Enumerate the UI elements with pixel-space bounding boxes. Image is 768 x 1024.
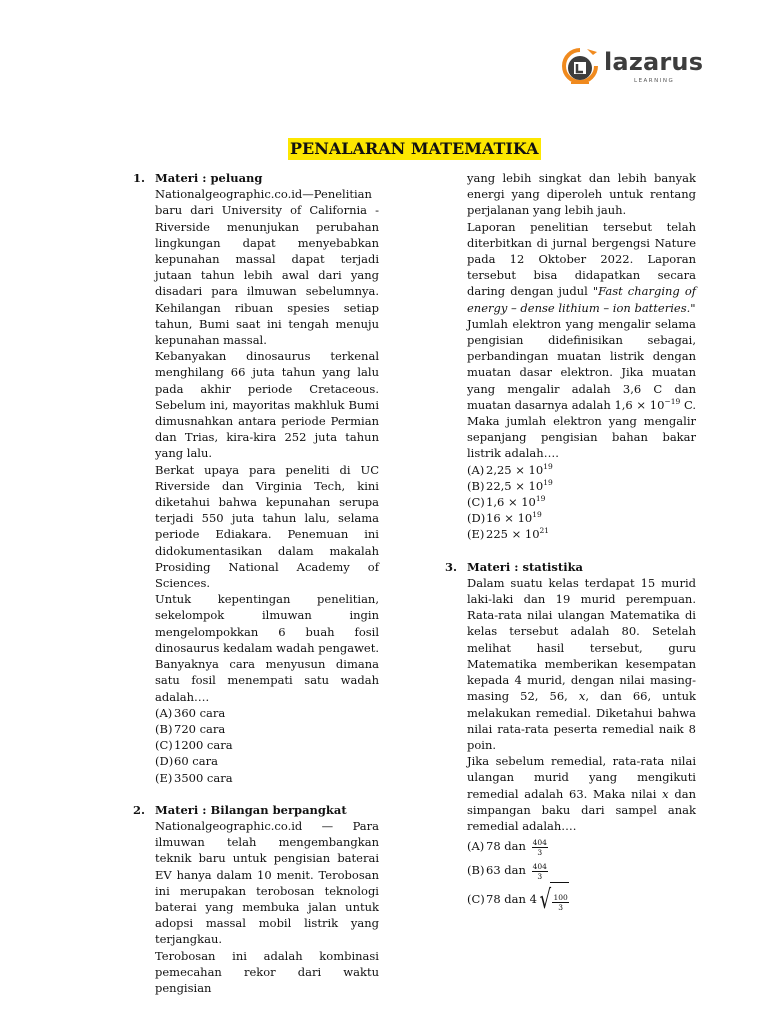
option-e[interactable] — [467, 526, 696, 542]
option-b[interactable] — [155, 721, 379, 737]
option-text: $2,25 \times 10^{19}$ — [486, 461, 553, 477]
paragraph: Untuk kepentingan penelitian, sekelompok ilmuwan ingin mengelompokkan 6 buah fosil dinosaurus kedalam wadah pengawet. Banyaknya cara menyusun dimana satu fosil menempati satu wadah adalah…. — [155, 592, 379, 704]
question-number: 2. — [133, 802, 146, 817]
option-label: (C) — [467, 495, 485, 510]
paragraph: Nationalgeographic.co.id — Para ilmuwan telah mengembangkan teknik baru untuk pengisian baterai EV hanya dalam 10 menit. Terobosan ini merupakan terobosan teknologi baterai yang membuka jalan untuk adopsi massal mobil listrik yang terjangkau. — [155, 818, 379, 947]
option-label: (C) — [155, 738, 173, 753]
option-text: 63 dan $\frac{404}{3}$ — [486, 861, 547, 881]
question-2-body — [155, 818, 379, 996]
option-b[interactable] — [467, 478, 696, 494]
charge-value: $1,6 \times 10^{-19}$ — [614, 396, 681, 412]
variable-x: x — [578, 689, 586, 704]
paragraph: Jika sebelum remedial, rata-rata nilai ulangan murid yang mengikuti remedial adalah 63. Maka nilai x dan simpangan baku dari sampel anak remedial adalah…. — [467, 754, 697, 833]
paragraph: Nationalgeographic.co.id—Penelitian baru dari University of California - Riverside menunjukan perubahan lingkungan dapat menyebabkan kepunahan massal dapat terjadi jutaan tahun lebih awal dari yang disadari para ilmuwan sebelumnya. Kehilangan ribuan spesies setiap tahun, Bumi saat ini tengah menuju kepunahan massal. — [155, 187, 379, 348]
fraction: $\frac{404}{3}$ — [532, 837, 547, 857]
option-label: (B) — [467, 863, 485, 878]
option-text: 720 cara — [174, 721, 226, 736]
option-label: (A) — [467, 839, 485, 854]
option-label: (E) — [467, 527, 485, 542]
paragraph: Berkat upaya para peneliti di UC Riverside dan Virginia Tech, kini diketahui bahwa kepunahan serupa terjadi 550 juta tahun lalu, selama periode Ediakara. Penemuan ini didokumentasikan dalam makalah Prosiding National Academy of Sciences. — [155, 462, 379, 591]
answer-options — [467, 462, 696, 543]
question-number: 1. — [133, 171, 146, 185]
logo-wordmark: lazarus — [604, 48, 704, 76]
option-text: 3500 cara — [174, 770, 233, 785]
option-c[interactable] — [467, 494, 696, 510]
option-text: $225 \times 10^{21}$ — [486, 526, 550, 542]
option-text: $16 \times 10^{19}$ — [486, 510, 542, 526]
page-title: PENALARAN MATEMATIKA — [290, 139, 539, 158]
option-a[interactable] — [467, 462, 696, 478]
option-d[interactable] — [155, 753, 379, 769]
logo-subtitle: LEARNING — [634, 78, 675, 84]
answer-options — [467, 834, 696, 918]
paragraph: Laporan penelitian tersebut telah diterbitkan di jurnal bergengsi Nature pada 12 Oktober 2022. Laporan tersebut bisa didapatkan secara daring dengan judul "Fast charging of energy – dense lithium – ion batteries." — [467, 219, 696, 315]
square-root: √ $\frac{100}{3}$ — [537, 882, 569, 918]
question-3-body — [467, 575, 696, 918]
option-label: (C) — [467, 892, 485, 907]
option-b[interactable] — [467, 858, 696, 882]
question-topic: Materi : statistika — [467, 559, 583, 574]
option-e[interactable] — [155, 770, 379, 786]
option-text: 60 cara — [174, 754, 218, 769]
option-label: (A) — [467, 462, 485, 477]
question-number: 3. — [445, 559, 458, 574]
option-text: 78 dan $\frac{404}{3}$ — [486, 837, 547, 857]
option-label: (D) — [155, 754, 174, 769]
left-column — [133, 170, 379, 996]
question-1-heading — [133, 170, 379, 186]
question-3-heading — [445, 559, 696, 575]
paragraph: Jumlah elektron yang mengalir selama pengisian didefinisikan sebagai, perbandingan muatan listrik dengan muatan dasar elektron. Jika muatan yang mengalir adalah 3,6 C dan muatan dasarnya adalah $1,6 \times 10^{-19}$ C. Maka jumlah elektron yang mengalir sepanjang pengisian bahan bakar listrik adalah…. — [467, 316, 697, 461]
journal-title: Fast charging of energy – dense lithium – ion batteries. — [467, 284, 696, 315]
fraction: $\frac{404}{3}$ — [532, 861, 547, 881]
variable-x: x — [662, 786, 669, 801]
option-c[interactable] — [155, 737, 379, 753]
option-label: (B) — [155, 721, 173, 736]
option-label: (B) — [467, 478, 485, 493]
option-a[interactable] — [467, 834, 696, 858]
option-text: 360 cara — [174, 705, 226, 720]
option-label: (D) — [467, 511, 486, 526]
paragraph: yang lebih singkat dan lebih banyak energi yang diperoleh untuk rentang perjalanan yang lebih jauh. — [467, 171, 696, 218]
option-label: (A) — [155, 705, 173, 720]
fraction: $\frac{100}{3}$ — [553, 892, 568, 912]
question-topic: Materi : peluang — [155, 171, 263, 185]
question-1-body — [155, 186, 379, 786]
paragraph: Dalam suatu kelas terdapat 15 murid laki-laki dan 19 murid perempuan. Rata-rata nilai ulangan Matematika di kelas tersebut adalah 80. Setelah melihat hasil tersebut, guru Matematika memberikan kesempatan kepada 4 murid, dengan nilai masing-masing 52, 56, x, dan 66, untuk melakukan remedial. Diketahui bahwa nilai rata-rata peserta remedial naik 8 poin. — [467, 575, 696, 752]
question-topic: Materi : Bilangan berpangkat — [155, 802, 347, 817]
option-text: 1200 cara — [174, 738, 233, 753]
paragraph: Terobosan ini adalah kombinasi pemecahan rekor dari waktu pengisian — [155, 948, 379, 995]
question-2-body-continued — [467, 170, 696, 543]
option-c[interactable] — [467, 882, 696, 918]
option-text: $22,5 \times 10^{19}$ — [486, 477, 553, 493]
option-text: 78 dan 4 √ $\frac{100}{3}$ — [486, 882, 569, 918]
answer-options — [155, 705, 379, 786]
option-d[interactable] — [467, 510, 696, 526]
option-text: $1,6 \times 10^{19}$ — [486, 494, 546, 510]
paragraph: Kebanyakan dinosaurus terkenal menghilang 66 juta tahun yang lalu pada akhir periode Cretaceous. Sebelum ini, mayoritas makhluk Bumi dimusnahkan antara periode Permian dan Trias, kira-kira 252 juta tahun yang lalu. — [155, 349, 379, 461]
lazarus-logo — [560, 44, 704, 94]
option-label: (E) — [155, 770, 173, 785]
option-a[interactable] — [155, 705, 379, 721]
lazarus-logo-icon — [560, 46, 600, 90]
right-column — [445, 170, 696, 918]
question-2-heading — [133, 802, 379, 818]
